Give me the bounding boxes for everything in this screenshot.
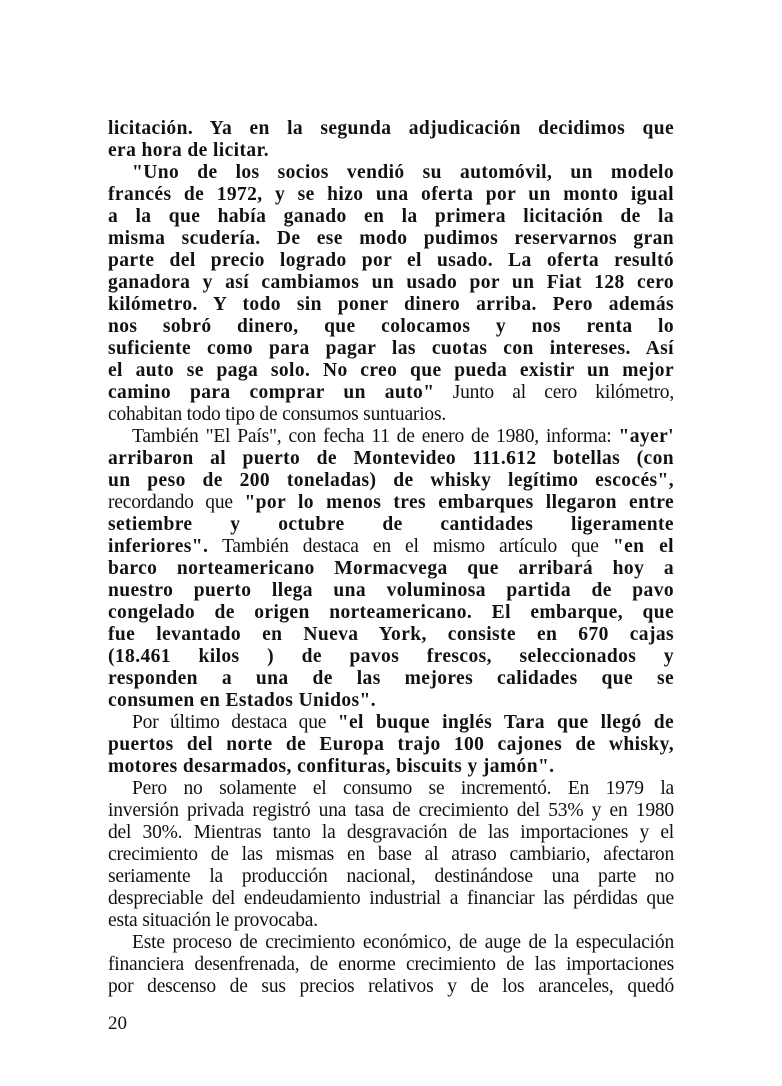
- text-line: [108, 448, 674, 470]
- bold-text: arribaron al puerto de Montevideo 111.612 botellas (con: [108, 448, 674, 469]
- text-line: [108, 338, 674, 360]
- bold-text: motores desarmados, confituras, biscuits y jamón".: [108, 756, 555, 777]
- text-line: [108, 536, 674, 558]
- text-line: [108, 888, 674, 910]
- text-line: [108, 910, 674, 932]
- bold-text: "ayer': [618, 426, 674, 447]
- text-line: [108, 646, 674, 668]
- text: recordando que: [108, 492, 245, 513]
- text-line: [108, 866, 674, 888]
- text-line: [108, 316, 674, 338]
- bold-text: "por lo menos tres embarques llegaron entre: [244, 492, 674, 513]
- text: También destaca en el mismo artículo que: [208, 536, 613, 557]
- text: Junto al cero kilómetro,: [434, 382, 674, 403]
- text-line: [108, 822, 674, 844]
- text-line: [108, 712, 674, 734]
- text: También "El País", con fecha 11 de enero de 1980, informa:: [132, 426, 619, 447]
- bold-text: fue levantado en Nueva York, consiste en 670 cajas: [108, 624, 674, 645]
- text-line: [108, 294, 674, 316]
- text: por descenso de sus precios relativos y de los aranceles, quedó: [108, 976, 674, 997]
- text-line: [108, 734, 674, 756]
- text-line: [108, 250, 674, 272]
- bold-text: ganadora y así cambiamos un usado por un Fiat 128 cero: [108, 272, 674, 293]
- text-line: [108, 624, 674, 646]
- text-line: [108, 272, 674, 294]
- bold-text: era hora de licitar.: [108, 140, 270, 161]
- text-line: [108, 140, 674, 162]
- bold-text: "el buque inglés Tara que llegó de: [337, 712, 675, 733]
- bold-text: kilómetro. Y todo sin poner dinero arriba. Pero además: [108, 294, 674, 315]
- text-line: [108, 184, 674, 206]
- text-line: [108, 470, 674, 492]
- bold-text: inferiores".: [108, 536, 209, 557]
- bold-text: responden a una de las mejores calidades que se: [108, 668, 674, 689]
- text-line: [108, 932, 674, 954]
- text-line: [108, 360, 674, 382]
- bold-text: (18.461 kilos ) de pavos frescos, seleccionados y: [108, 646, 674, 667]
- text-line: [108, 800, 674, 822]
- text: cohabitan todo tipo de consumos suntuarios.: [108, 404, 447, 425]
- text: seriamente la producción nacional, destinándose una parte no: [108, 866, 674, 887]
- bold-text: setiembre y octubre de cantidades ligeramente: [108, 514, 674, 535]
- text-line: [108, 690, 674, 712]
- bold-text: congelado de origen norteamericano. El embarque, que: [108, 602, 674, 623]
- text: esta situación le provocaba.: [108, 910, 318, 931]
- text: financiera desenfrenada, de enorme crecimiento de las importaciones: [108, 954, 674, 975]
- text: Pero no solamente el consumo se incrementó. En 1979 la: [132, 778, 674, 799]
- bold-text: suficiente como para pagar las cuotas con intereses. Así: [108, 338, 674, 359]
- text-line: [108, 206, 674, 228]
- bold-text: nuestro puerto llega una voluminosa partida de pavo: [108, 580, 674, 601]
- text-line: [108, 580, 674, 602]
- bold-text: puertos del norte de Europa trajo 100 cajones de whisky,: [108, 734, 674, 755]
- text-line: [108, 426, 674, 448]
- text-line: [108, 558, 674, 580]
- text: del 30%. Mientras tanto la desgravación de las importaciones y el: [108, 822, 674, 843]
- text-line: [108, 228, 674, 250]
- bold-text: misma scudería. De ese modo pudimos reservarnos gran: [108, 228, 674, 249]
- text: inversión privada registró una tasa de crecimiento del 53% y en 1980: [108, 800, 674, 821]
- text: despreciable del endeudamiento industrial a financiar las pérdidas que: [108, 888, 674, 909]
- text-line: [108, 844, 674, 866]
- bold-text: licitación. Ya en la segunda adjudicación decidimos que: [108, 118, 674, 139]
- text-line: [108, 404, 674, 426]
- bold-text: un peso de 200 toneladas) de whisky legítimo escocés",: [108, 470, 674, 491]
- text-line: [108, 756, 674, 778]
- bold-text: camino para comprar un auto": [108, 382, 435, 403]
- text-line: [108, 382, 674, 404]
- bold-text: parte del precio logrado por el usado. La oferta resultó: [108, 250, 674, 271]
- text-line: [108, 602, 674, 624]
- text-line: [108, 976, 674, 998]
- bold-text: francés de 1972, y se hizo una oferta por un monto igual: [108, 184, 674, 205]
- bold-text: barco norteamericano Mormacvega que arribará hoy a: [108, 558, 674, 579]
- text-line: [108, 514, 674, 536]
- bold-text: "Uno de los socios vendió su automóvil, un modelo: [132, 162, 674, 183]
- bold-text: a la que había ganado en la primera licitación de la: [108, 206, 674, 227]
- text-line: [108, 668, 674, 690]
- text: Este proceso de crecimiento económico, de auge de la especulación: [132, 932, 674, 953]
- page-number: 20: [108, 1013, 127, 1034]
- text-line: [108, 492, 674, 514]
- text-line: [108, 954, 674, 976]
- text-line: [108, 162, 674, 184]
- text-line: [108, 778, 674, 800]
- bold-text: "en el: [612, 536, 674, 557]
- bold-text: consumen en Estados Unidos".: [108, 690, 377, 711]
- bold-text: nos sobró dinero, que colocamos y nos renta lo: [108, 316, 674, 337]
- bold-text: el auto se paga solo. No creo que pueda existir un mejor: [108, 360, 674, 381]
- text: crecimiento de las mismas en base al atraso cambiario, afectaron: [108, 844, 674, 865]
- text-line: [108, 118, 674, 140]
- text: Por último destaca que: [132, 712, 338, 733]
